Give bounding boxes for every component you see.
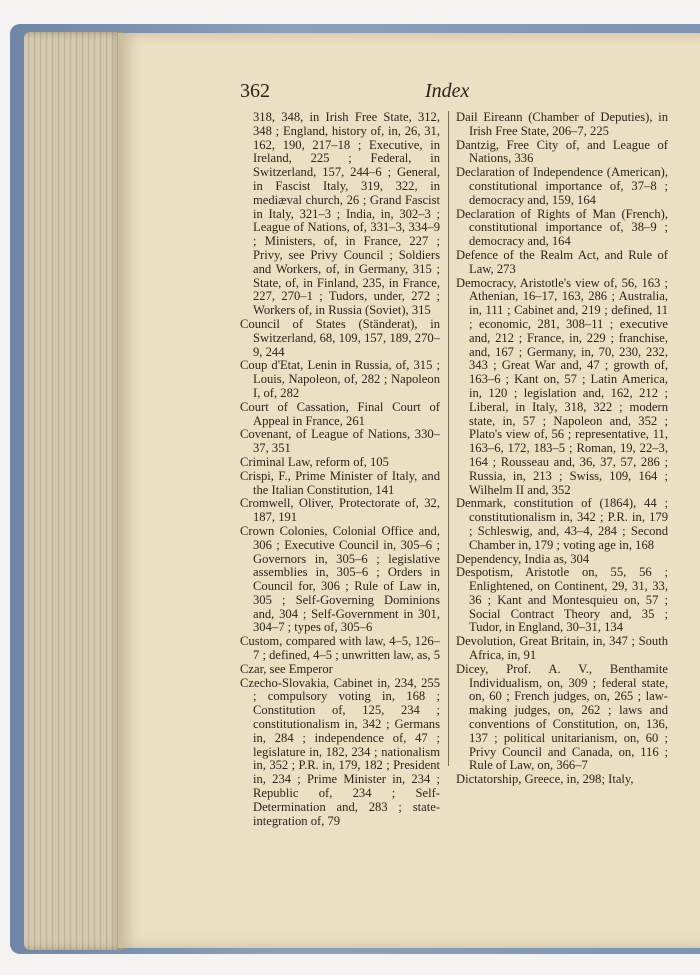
- page-edges: [24, 32, 124, 950]
- index-entry: Dependency, India as, 304: [456, 551, 590, 566]
- index-entry: Dicey, Prof. A. V., Benthamite Individualism, on, 309 ; federal state, on, 60 ; French judges, on, 265 ; law-making judges, on, 262 ; laws and conventions of Constitution, on, 136, 137 ; political unitarianism, on, 60 ; Privy Council and Canada, on, 116 ; Rule of Law, on, 366–7: [456, 661, 668, 773]
- index-entry: Democracy, Aristotle's view of, 56, 163 ; Athenian, 16–17, 163, 286 ; Australia, in, 111 ; Cabinet and, 219 ; defined, 11 ; economic, 281, 308–11 ; executive and, 212 ; France, in, 229 ; franchise, and, 167 ; Germany, in, 70, 230, 232, 343 ; Great War and, 47 ; growth of, 163–6 ; Kant on, 57 ; Latin America, in, 120 ; legislation and, 162, 212 ; Liberal, in Italy, 318, 322 ; modern state, in, 57 ; Napoleon and, 352 ; Plato's view of, 56 ; representative, 11, 163–6, 172, 183–5 ; Roman, 19, 22–3, 164 ; Rousseau and, 36, 37, 57, 286 ; Russia, in, 213 ; Swiss, 109, 164 ; Wilhelm II and, 352: [456, 275, 668, 497]
- index-entry: Custom, compared with law, 4–5, 126–7 ; defined, 4–5 ; unwritten law, as, 5: [240, 634, 440, 663]
- index-entry: Devolution, Great Britain, in, 347 ; South Africa, in, 91: [456, 634, 668, 663]
- index-entry: Criminal Law, reform of, 105: [240, 454, 389, 469]
- index-entry: Despotism, Aristotle on, 55, 56 ; Enlightened, on Continent, 29, 31, 33, 36 ; Kant and Montesquieu on, 57 ; Social Contract Theory and, 35 ; Tudor, in England, 30–31, 134: [456, 565, 668, 635]
- column-divider: [448, 111, 449, 766]
- page-number: 362: [240, 80, 270, 102]
- index-entry: Court of Cassation, Final Court of Appeal in France, 261: [240, 399, 440, 428]
- index-entry: Defence of the Realm Act, and Rule of Law, 273: [456, 247, 668, 276]
- index-entry: Declaration of Independence (American), constitutional importance of, 37–8 ; democracy and, 159, 164: [456, 165, 668, 207]
- index-entry: Covenant, of League of Nations, 330–37, 351: [240, 427, 440, 456]
- index-entry: Czar, see Emperor: [240, 661, 333, 676]
- index-entry: Council of States (Ständerat), in Switzerland, 68, 109, 157, 189, 270–9, 244: [240, 316, 440, 359]
- index-entry: Denmark, constitution of (1864), 44 ; constitutionalism in, 342 ; P.R. in, 179 ; Schleswig, and, 43–4, 284 ; Second Chamber in, 179 ; voting age in, 168: [456, 496, 668, 552]
- index-entry: Dictatorship, Greece, in, 298; Italy,: [456, 772, 634, 787]
- index-entry: Dail Eireann (Chamber of Deputies), in Irish Free State, 206–7, 225: [456, 110, 668, 138]
- index-column-right: [456, 111, 668, 787]
- index-entry: 318, 348, in Irish Free State, 312, 348 ; England, history of, in, 26, 31, 162, 190, 217–18 ; Executive, in Ireland, 225 ; Federal, in Switzerland, 157, 244–6 ; General, in Fascist Italy, 319, 322, in mediæval church, 26 ; Grand Fascist in Italy, 321–3 ; India, in, 302–3 ; League of Nations, of, 331–3, 334–9 ; Ministers, of, in France, 227 ; Privy, see Privy Council ; Soldiers and Workers, of, in Germany, 315 ; State, of, in Finland, 235, in France, 227, 270–1 ; Tudors, under, 272 ; Workers of, in Russia (Soviet), 315: [253, 110, 440, 318]
- index-entry: Declaration of Rights of Man (French), constitutional importance of, 38–9 ; democracy and, 164: [456, 206, 668, 249]
- index-column-left: [240, 111, 440, 828]
- index-entry: Dantzig, Free City of, and League of Nations, 336: [456, 137, 668, 166]
- index-entry: Coup d'Etat, Lenin in Russia, of, 315 ; Louis, Napoleon, of, 282 ; Napoleon I, of, 282: [240, 358, 440, 400]
- page-title: Index: [425, 80, 470, 102]
- index-entry: Crown Colonies, Colonial Office and, 306 ; Executive Council in, 305–6 ; Governors in, 305–6 ; legislative assemblies in, 305–6 ; Orders in Council for, 306 ; Rule of Law in, 305 ; Self-Governing Dominions and, 304 ; Self-Government in 301, 304–7 ; types of, 305–6: [240, 523, 440, 635]
- index-entry: Czecho-Slovakia, Cabinet in, 234, 255 ; compulsory voting in, 168 ; Constitution of, 125, 234 ; constitutionalism in, 342 ; Germans in, 284 ; independence of, 47 ; legislature in, 182, 234 ; nationalism in, 352 ; P.R. in, 179, 182 ; President in, 234 ; Prime Minister in, 234 ; Republic of, 234 ; Self-Determination and, 283 ; state-integration of, 79: [240, 675, 440, 828]
- index-entry: Cromwell, Oliver, Protectorate of, 32, 187, 191: [240, 496, 440, 525]
- index-entry: Crispi, F., Prime Minister of Italy, and the Italian Constitution, 141: [240, 468, 440, 497]
